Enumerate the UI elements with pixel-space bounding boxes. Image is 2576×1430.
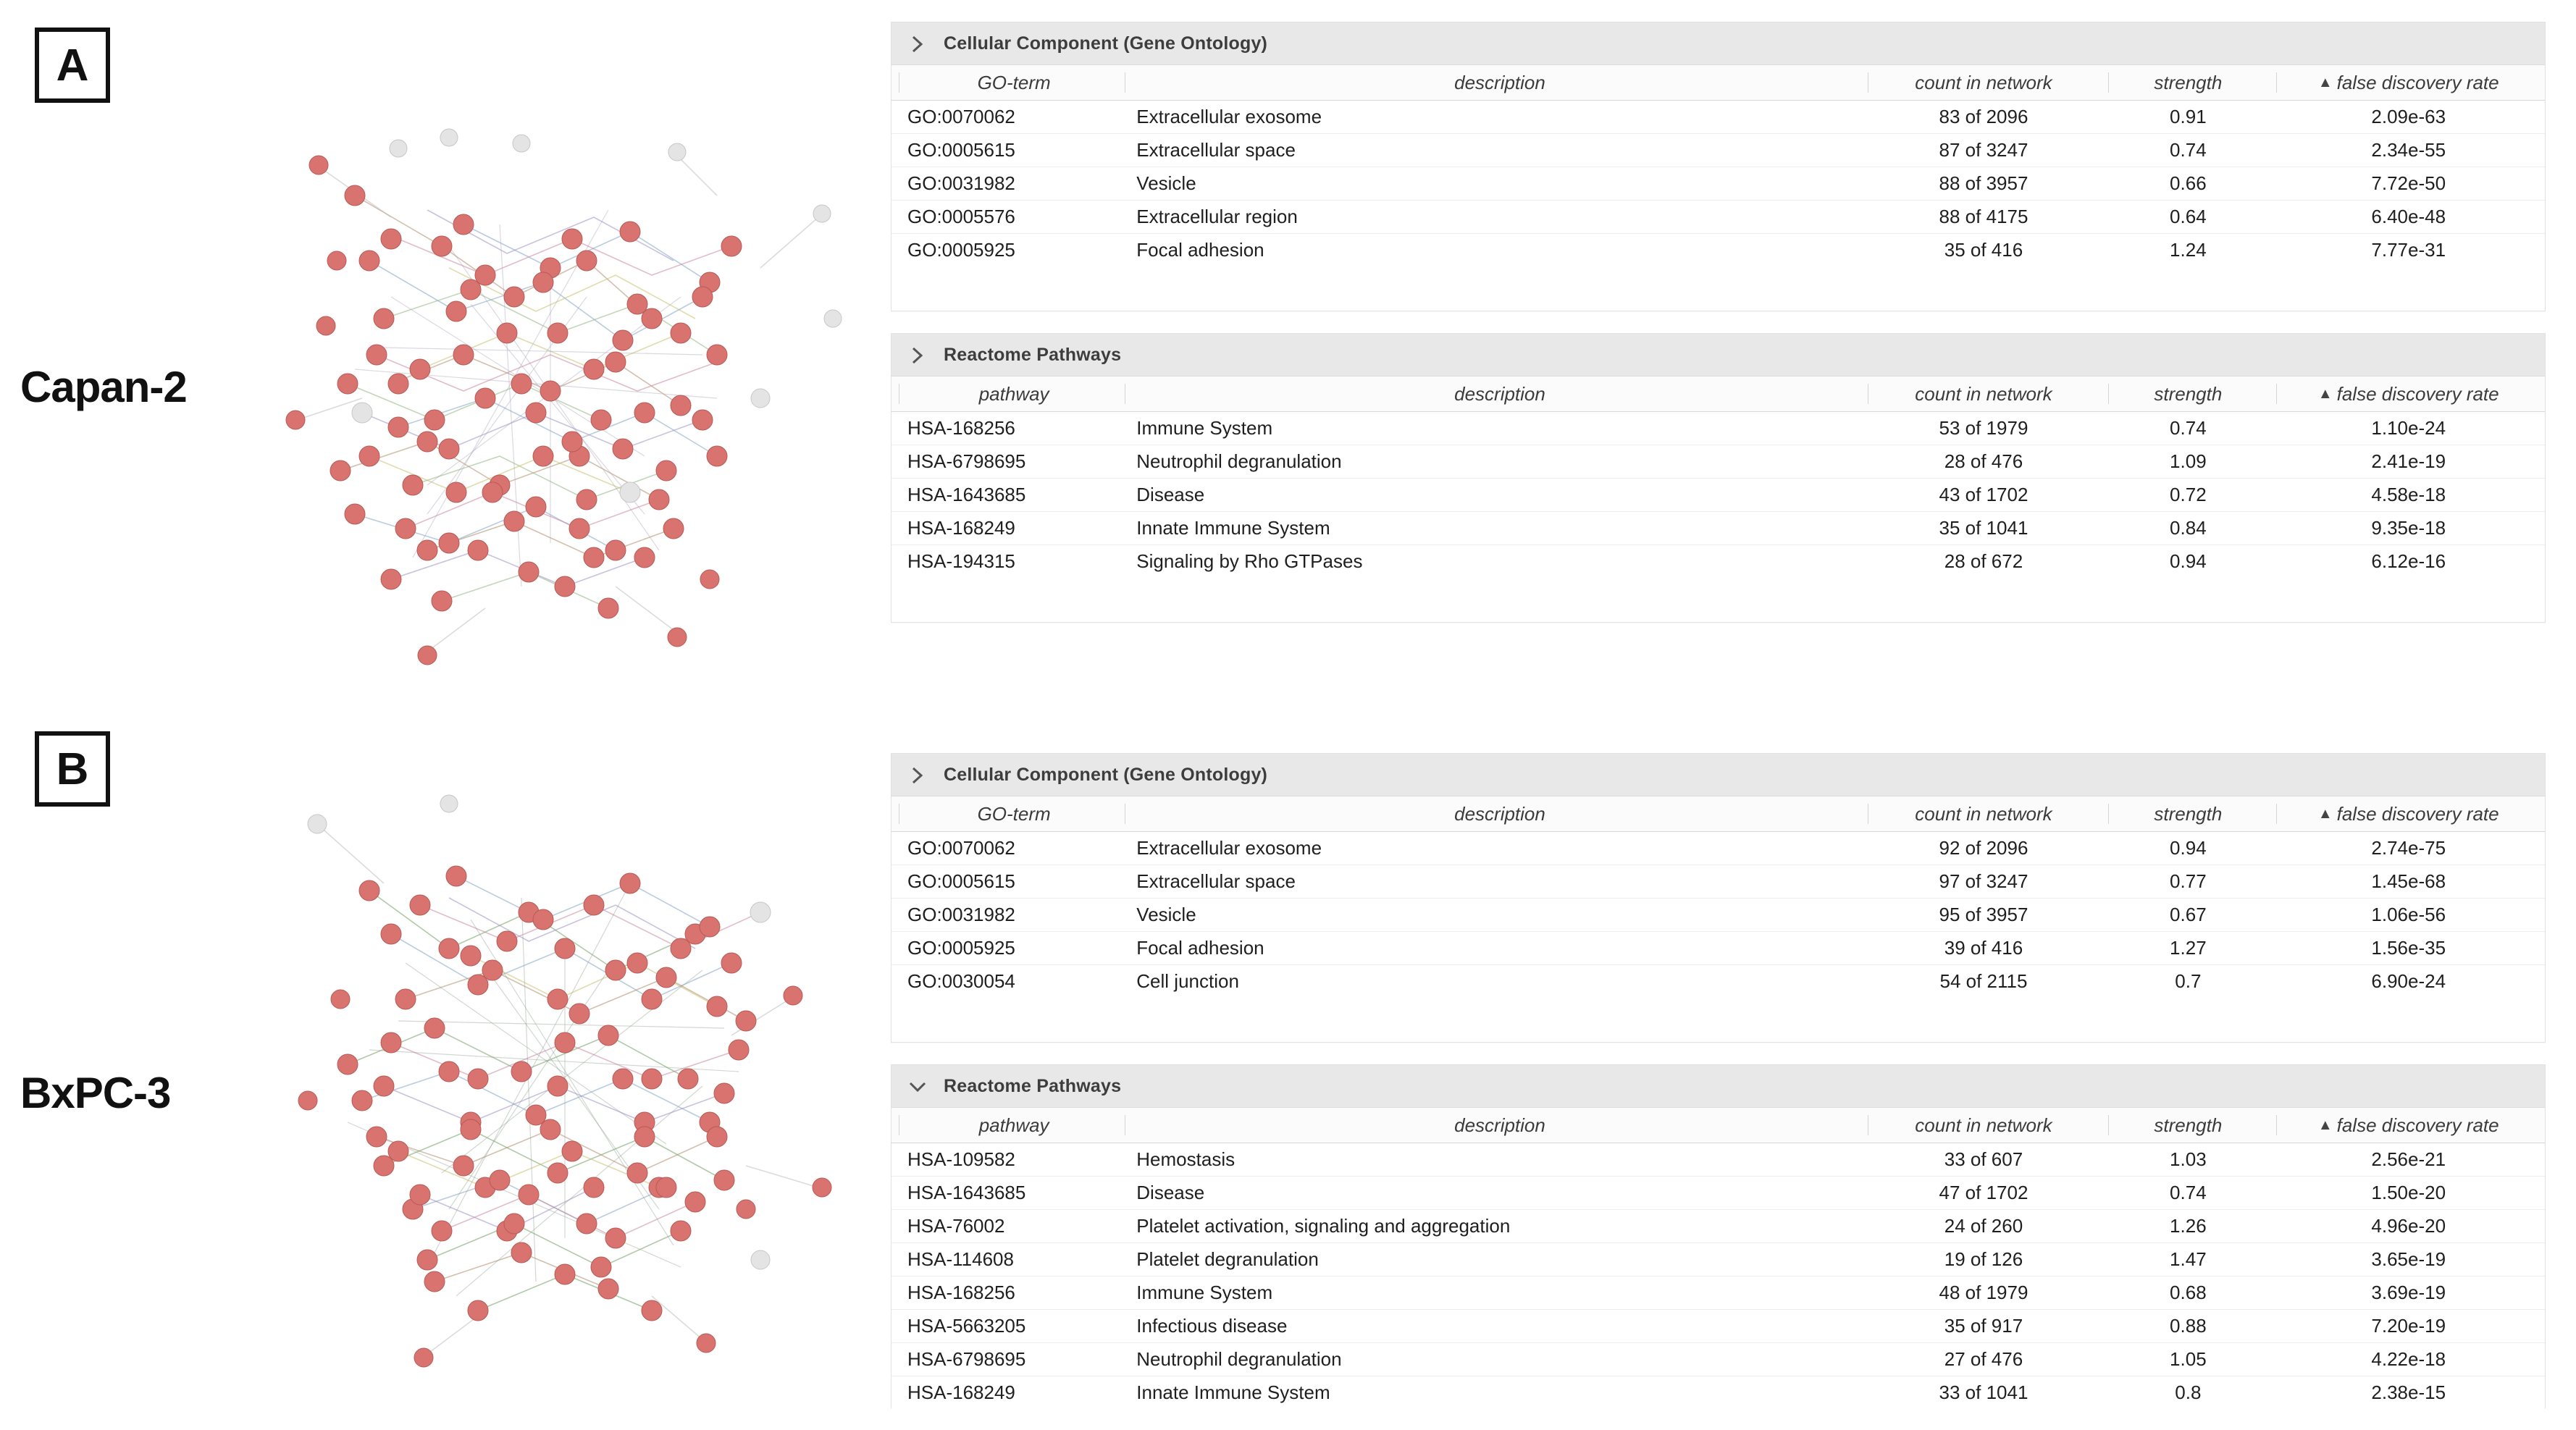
cell-description: Extracellular space — [1120, 865, 1863, 899]
cell-pathway: HSA-168256 — [891, 412, 1120, 445]
cell-count: 35 of 1041 — [1863, 512, 2105, 545]
table-row[interactable] — [891, 1343, 2545, 1376]
cell-description: Focal adhesion — [1120, 932, 1863, 965]
table-row[interactable] — [891, 1310, 2545, 1343]
cell-count: 39 of 416 — [1863, 932, 2105, 965]
cell-strength: 0.91 — [2104, 101, 2272, 134]
cell-strength: 1.03 — [2104, 1143, 2272, 1177]
panel-b — [0, 717, 2576, 1430]
sort-ascending-icon: ▲ — [2317, 385, 2333, 402]
cell-fdr: 2.38e-15 — [2272, 1376, 2545, 1410]
column-header-fdr-label: false discovery rate — [2336, 71, 2499, 93]
enrichment-table — [891, 65, 2545, 266]
cell-strength: 0.74 — [2104, 412, 2272, 445]
cell-term: GO:0005576 — [891, 201, 1120, 234]
cell-pathway: HSA-6798695 — [891, 445, 1120, 479]
column-header-pathway[interactable]: pathway — [891, 1108, 1120, 1143]
cell-fdr: 7.77e-31 — [2272, 234, 2545, 267]
column-header-count[interactable]: count in network — [1863, 1108, 2105, 1143]
column-header-description[interactable]: description — [1120, 377, 1863, 412]
enrichment-table — [891, 377, 2545, 578]
cell-pathway: HSA-168249 — [891, 512, 1120, 545]
cell-count: 87 of 3247 — [1863, 134, 2105, 167]
cell-count: 33 of 607 — [1863, 1143, 2105, 1177]
cell-description: Disease — [1120, 479, 1863, 512]
table-header[interactable] — [891, 754, 2545, 796]
cell-description: Innate Immune System — [1120, 1376, 1863, 1410]
cell-fdr: 2.41e-19 — [2272, 445, 2545, 479]
table-header[interactable] — [891, 22, 2545, 65]
table-row[interactable] — [891, 1143, 2545, 1177]
column-header-strength[interactable]: strength — [2104, 65, 2272, 101]
cell-pathway: HSA-1643685 — [891, 479, 1120, 512]
cell-count: 28 of 476 — [1863, 445, 2105, 479]
column-header-fdr[interactable] — [2272, 1108, 2545, 1143]
column-header-term[interactable]: GO-term — [891, 796, 1120, 832]
column-header-count[interactable]: count in network — [1863, 377, 2105, 412]
cell-fdr: 1.50e-20 — [2272, 1177, 2545, 1210]
cell-pathway: HSA-114608 — [891, 1243, 1120, 1277]
cell-description: Vesicle — [1120, 167, 1863, 201]
column-header-description[interactable]: description — [1120, 1108, 1863, 1143]
cell-pathway: HSA-194315 — [891, 545, 1120, 579]
cell-fdr: 2.09e-63 — [2272, 101, 2545, 134]
column-header-count[interactable]: count in network — [1863, 65, 2105, 101]
cell-fdr: 3.65e-19 — [2272, 1243, 2545, 1277]
cell-count: 88 of 3957 — [1863, 167, 2105, 201]
cell-pathway: HSA-1643685 — [891, 1177, 1120, 1210]
cell-description: Immune System — [1120, 412, 1863, 445]
cell-strength: 0.77 — [2104, 865, 2272, 899]
cell-strength: 1.47 — [2104, 1243, 2272, 1277]
cell-strength: 0.8 — [2104, 1376, 2272, 1410]
table-row[interactable] — [891, 445, 2545, 479]
cell-term: GO:0030054 — [891, 965, 1120, 998]
cell-description: Extracellular space — [1120, 134, 1863, 167]
table-row[interactable] — [891, 479, 2545, 512]
chevron-right-icon[interactable] — [891, 763, 944, 786]
column-header-pathway[interactable]: pathway — [891, 377, 1120, 412]
table-row[interactable] — [891, 965, 2545, 998]
cell-count: 33 of 1041 — [1863, 1376, 2105, 1410]
cell-pathway: HSA-6798695 — [891, 1343, 1120, 1376]
cell-fdr: 2.34e-55 — [2272, 134, 2545, 167]
cell-term: GO:0005615 — [891, 865, 1120, 899]
panel-letter-badge: B — [35, 731, 110, 807]
cell-fdr: 9.35e-18 — [2272, 512, 2545, 545]
cell-strength: 1.09 — [2104, 445, 2272, 479]
cell-pathway: HSA-168249 — [891, 1376, 1120, 1410]
table-header[interactable] — [891, 334, 2545, 377]
cell-term: GO:0070062 — [891, 101, 1120, 134]
cell-strength: 1.27 — [2104, 932, 2272, 965]
string-network-graph-bxpc3 — [239, 760, 862, 1376]
enrichment-table — [891, 796, 2545, 998]
cell-description: Focal adhesion — [1120, 234, 1863, 267]
table-row[interactable] — [891, 1277, 2545, 1310]
cell-strength: 0.94 — [2104, 832, 2272, 865]
cell-description: Infectious disease — [1120, 1310, 1863, 1343]
cell-fdr: 1.45e-68 — [2272, 865, 2545, 899]
cell-count: 92 of 2096 — [1863, 832, 2105, 865]
table-title: Reactome Pathways — [944, 1075, 1122, 1096]
table-row[interactable] — [891, 512, 2545, 545]
cell-description: Cell junction — [1120, 965, 1863, 998]
cell-fdr: 7.72e-50 — [2272, 167, 2545, 201]
cell-count: 48 of 1979 — [1863, 1277, 2105, 1310]
chevron-down-icon[interactable] — [891, 1075, 944, 1097]
cell-strength: 0.66 — [2104, 167, 2272, 201]
cell-description: Neutrophil degranulation — [1120, 445, 1863, 479]
table-header-row — [891, 65, 2545, 101]
cell-term: GO:0005615 — [891, 134, 1120, 167]
table-row[interactable] — [891, 899, 2545, 932]
enrichment-table-cellular-component-bxpc3 — [891, 753, 2546, 1043]
table-row[interactable] — [891, 201, 2545, 234]
column-header-strength[interactable]: strength — [2104, 796, 2272, 832]
table-header[interactable] — [891, 1065, 2545, 1108]
cell-strength: 0.67 — [2104, 899, 2272, 932]
enrichment-table-reactome-bxpc3 — [891, 1064, 2546, 1408]
cell-count: 88 of 4175 — [1863, 201, 2105, 234]
cell-count: 27 of 476 — [1863, 1343, 2105, 1376]
cell-strength: 0.64 — [2104, 201, 2272, 234]
cell-pathway: HSA-76002 — [891, 1210, 1120, 1243]
cell-fdr: 6.12e-16 — [2272, 545, 2545, 579]
cell-fdr: 6.40e-48 — [2272, 201, 2545, 234]
cell-term: GO:0005925 — [891, 932, 1120, 965]
enrichment-table-cellular-component-capan2 — [891, 22, 2546, 311]
cell-count: 19 of 126 — [1863, 1243, 2105, 1277]
cell-strength: 0.68 — [2104, 1277, 2272, 1310]
cell-count: 47 of 1702 — [1863, 1177, 2105, 1210]
string-network-graph-capan2 — [210, 80, 862, 681]
column-header-fdr[interactable] — [2272, 377, 2545, 412]
chevron-right-icon[interactable] — [891, 32, 944, 54]
cell-strength: 0.88 — [2104, 1310, 2272, 1343]
table-header-row — [891, 377, 2545, 412]
cell-fdr: 1.56e-35 — [2272, 932, 2545, 965]
cell-pathway: HSA-109582 — [891, 1143, 1120, 1177]
column-header-fdr[interactable] — [2272, 65, 2545, 101]
table-row[interactable] — [891, 101, 2545, 134]
cell-count: 35 of 416 — [1863, 234, 2105, 267]
column-header-count[interactable]: count in network — [1863, 796, 2105, 832]
table-row[interactable] — [891, 234, 2545, 267]
cell-fdr: 2.56e-21 — [2272, 1143, 2545, 1177]
cell-fdr: 1.10e-24 — [2272, 412, 2545, 445]
cell-fdr: 6.90e-24 — [2272, 965, 2545, 998]
column-header-fdr[interactable] — [2272, 796, 2545, 832]
table-row[interactable] — [891, 1177, 2545, 1210]
cell-fdr: 1.06e-56 — [2272, 899, 2545, 932]
column-header-strength[interactable]: strength — [2104, 1108, 2272, 1143]
cell-strength: 1.24 — [2104, 234, 2272, 267]
table-title: Cellular Component (Gene Ontology) — [944, 764, 1268, 785]
cell-description: Immune System — [1120, 1277, 1863, 1310]
cell-description: Vesicle — [1120, 899, 1863, 932]
cell-strength: 0.72 — [2104, 479, 2272, 512]
cell-line-label-capan2: Capan-2 — [20, 363, 187, 411]
cell-count: 53 of 1979 — [1863, 412, 2105, 445]
table-row[interactable] — [891, 1376, 2545, 1410]
cell-count: 54 of 2115 — [1863, 965, 2105, 998]
table-row[interactable] — [891, 1210, 2545, 1243]
cell-fdr: 4.22e-18 — [2272, 1343, 2545, 1376]
table-row[interactable] — [891, 412, 2545, 445]
sort-ascending-icon: ▲ — [2317, 805, 2333, 822]
cell-count: 43 of 1702 — [1863, 479, 2105, 512]
table-row[interactable] — [891, 167, 2545, 201]
table-row[interactable] — [891, 1243, 2545, 1277]
cell-description: Neutrophil degranulation — [1120, 1343, 1863, 1376]
cell-strength: 0.74 — [2104, 134, 2272, 167]
cell-strength: 0.94 — [2104, 545, 2272, 579]
table-row[interactable] — [891, 832, 2545, 865]
cell-fdr: 4.58e-18 — [2272, 479, 2545, 512]
column-header-fdr-label: false discovery rate — [2336, 802, 2499, 825]
cell-description: Extracellular exosome — [1120, 101, 1863, 134]
cell-term: GO:0005925 — [891, 234, 1120, 267]
cell-term: GO:0070062 — [891, 832, 1120, 865]
table-row[interactable] — [891, 134, 2545, 167]
cell-count: 97 of 3247 — [1863, 865, 2105, 899]
column-header-fdr-label: false discovery rate — [2336, 382, 2499, 405]
cell-strength: 0.84 — [2104, 512, 2272, 545]
cell-count: 28 of 672 — [1863, 545, 2105, 579]
enrichment-table — [891, 1108, 2545, 1409]
column-header-term[interactable]: GO-term — [891, 65, 1120, 101]
sort-ascending-icon: ▲ — [2317, 1116, 2333, 1133]
column-header-fdr-label: false discovery rate — [2336, 1114, 2499, 1136]
column-header-description[interactable]: description — [1120, 65, 1863, 101]
cell-fdr: 7.20e-19 — [2272, 1310, 2545, 1343]
cell-strength: 0.74 — [2104, 1177, 2272, 1210]
cell-pathway: HSA-168256 — [891, 1277, 1120, 1310]
cell-description: Signaling by Rho GTPases — [1120, 545, 1863, 579]
cell-strength: 0.7 — [2104, 965, 2272, 998]
panel-letter-badge: A — [35, 28, 110, 103]
cell-description: Hemostasis — [1120, 1143, 1863, 1177]
table-title: Reactome Pathways — [944, 344, 1122, 365]
cell-fdr: 4.96e-20 — [2272, 1210, 2545, 1243]
table-header-row — [891, 796, 2545, 832]
cell-line-label-bxpc3: BxPC-3 — [20, 1069, 171, 1117]
enrichment-table-reactome-capan2 — [891, 333, 2546, 623]
table-header-row — [891, 1108, 2545, 1143]
cell-term: GO:0031982 — [891, 899, 1120, 932]
table-row[interactable] — [891, 932, 2545, 965]
column-header-strength[interactable]: strength — [2104, 377, 2272, 412]
cell-count: 24 of 260 — [1863, 1210, 2105, 1243]
cell-strength: 1.05 — [2104, 1343, 2272, 1376]
cell-fdr: 3.69e-19 — [2272, 1277, 2545, 1310]
cell-count: 95 of 3957 — [1863, 899, 2105, 932]
table-row[interactable] — [891, 545, 2545, 579]
cell-count: 83 of 2096 — [1863, 101, 2105, 134]
cell-fdr: 2.74e-75 — [2272, 832, 2545, 865]
column-header-description[interactable]: description — [1120, 796, 1863, 832]
cell-pathway: HSA-5663205 — [891, 1310, 1120, 1343]
table-title: Cellular Component (Gene Ontology) — [944, 33, 1268, 54]
cell-description: Platelet degranulation — [1120, 1243, 1863, 1277]
cell-description: Disease — [1120, 1177, 1863, 1210]
cell-description: Extracellular region — [1120, 201, 1863, 234]
chevron-right-icon[interactable] — [891, 343, 944, 366]
table-row[interactable] — [891, 865, 2545, 899]
cell-term: GO:0031982 — [891, 167, 1120, 201]
cell-count: 35 of 917 — [1863, 1310, 2105, 1343]
cell-description: Platelet activation, signaling and aggregation — [1120, 1210, 1863, 1243]
cell-strength: 1.26 — [2104, 1210, 2272, 1243]
cell-description: Innate Immune System — [1120, 512, 1863, 545]
cell-description: Extracellular exosome — [1120, 832, 1863, 865]
sort-ascending-icon: ▲ — [2317, 74, 2333, 91]
